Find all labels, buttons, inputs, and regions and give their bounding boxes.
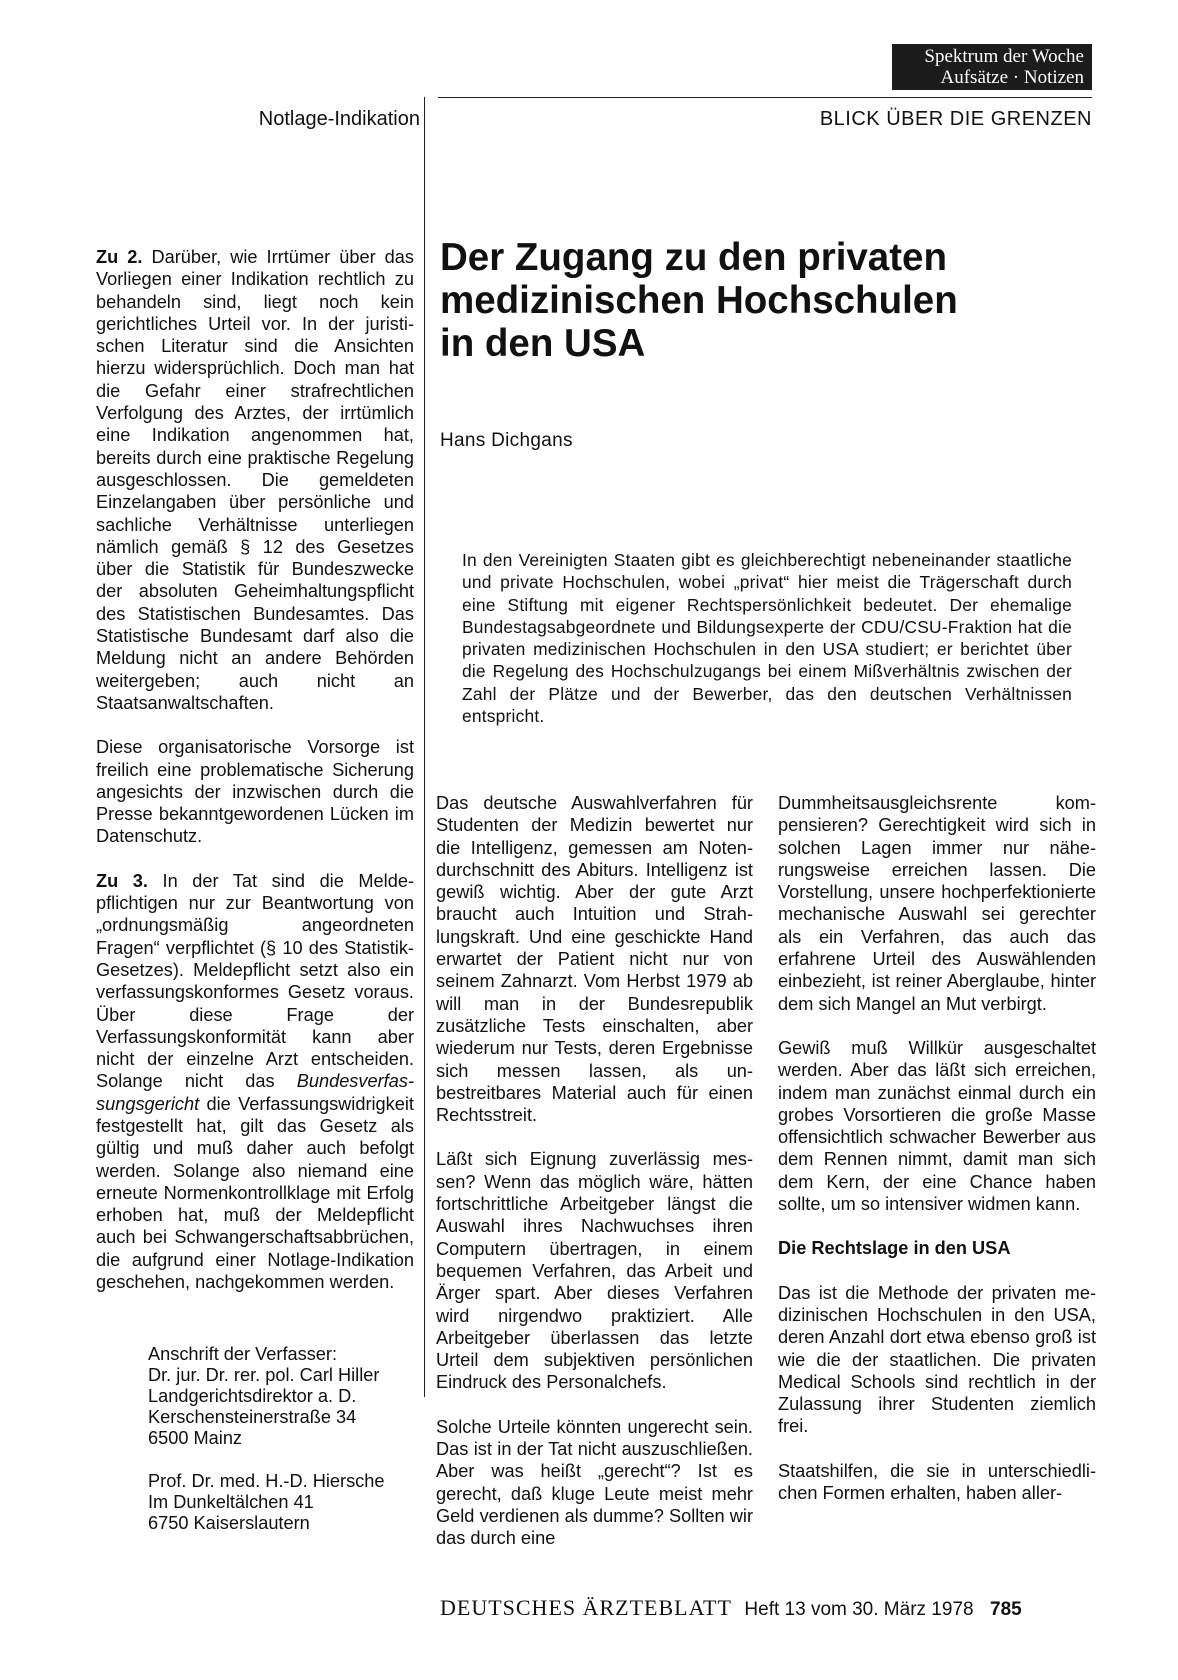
left-column [96,246,414,1293]
title-line: medizinischen Hochschulen [440,279,958,322]
subheading: Die Rechtslage in den USA [778,1238,1011,1259]
para-emphasis: Bundesverfassungsgericht [96,1071,414,1114]
address-2 [148,1471,418,1534]
middle-paragraph-1: Das deutsche Auswahlverfahren für Studenten der Medizin bewertet nur die Intelligenz, gemessen am Notendurchschnitt des Abiturs. Intelligenz ist gewiß wichtig. Aber der gute Arzt braucht auch Intuition und Strahlungskraft. Und eine geschickte Hand erwartet der Patient nicht nur von seinem Zahnarzt. Vom Herbst 1979 ab will man in der Bundesrepublik zusätzliche Tests einschalten, aber wiederum nur Tests, deren Ergebnisse sich messen lassen, als unbestreitbares Material auch für einen Rechtsstreit. [436,793,753,1126]
right-paragraph-1: Dummheitsausgleichsrente kompensieren? Gerechtigkeit wird sich in solchen Lagen immer nur näherungsweise erreichen lassen. Die Vorstellung, unsere hochperfektionierte mechanische Auswahl sei gerechter als ein Verfahren, das auch das erfahrene Urteil des Auswählenden einbezieht, ist reiner Aberglaube, hinter dem sich Mangel an Mut verbirgt. [778,793,1096,1014]
right-section-head: BLICK ÜBER DIE GRENZEN [819,108,1092,130]
address-line: Kerschensteinerstraße 34 [148,1407,357,1427]
title-line: in den USA [440,322,646,365]
section-badge [892,44,1092,90]
middle-column [436,792,753,1550]
top-rule [438,97,1092,98]
address-line: Landgerichtsdirektor a. D. [148,1386,357,1406]
left-paragraph-1 [96,246,414,714]
section-badge-line2: Aufsätze · Notizen [940,67,1084,88]
middle-paragraph-3: Solche Urteile könnten ungerecht sein. Das ist in der Tat nicht auszuschließen. Aber was heißt „gerecht“? Ist es gerecht, daß kluge Leute meist mehr Geld verdienen als dumme? Sollten wir das durch eine [436,1416,753,1549]
page-footer [440,1595,1090,1621]
address-1 [148,1344,418,1449]
right-paragraph-3: Das ist die Methode der privaten medizinischen Hochschulen in den USA, deren Anzahl dort etwa ebenso groß ist wie die der staatlichen. Die privaten Medical Schools sind rechtlich in der Zulassung ihrer Studenten ziemlich frei. [778,1282,1096,1437]
para-text: In der Tat sind die Meldepflichtigen nur zur Beantwortung von „ordnungsmäßig angeordneten Fragen“ verpflichtet (§ 10 des Statistik-Gesetzes). Meldepflicht setzt also ein verfassungskonformes Gesetz voraus. Über diese Frage der Verfassungskonformität kann aber nicht der einzelne Arzt entscheiden. Solange nicht das [96,870,414,1092]
address-line: Prof. Dr. med. H.-D. Hiersche [148,1471,385,1491]
left-paragraph-2: Diese organisatorische Vorsorge ist freilich eine problematische Sicherung angesichts der inzwischen durch die Presse bekanntgewordenen Lücken im Datenschutz. [96,737,414,847]
article-author: Hans Dichgans [440,430,573,451]
left-paragraph-3 [96,870,414,1294]
address-line: Im Dunkeltälchen 41 [148,1492,314,1512]
left-section-head: Notlage-Indikation [258,108,420,130]
para-text: Darüber, wie Irrtümer über das Vorliegen einer Indikation rechtlich zu behandeln sind, liegt noch kein gerichtliches Urteil vor. In der juristischen Literatur sind die Ansichten hierzu widersprüchlich. Doch man hat die Gefahr einer strafrechtlichen Verfolgung des Arztes, der irrtümlich eine Indikation angenommen hat, bereits durch eine praktische Regelung ausgeschlossen. Die gemeldeten Einzelangaben über persönliche und sachliche Verhältnisse unterliegen nämlich gemäß § 12 des Gesetzes über die Statistik für Bundeszwecke der absoluten Geheimhaltungspflicht des Statistischen Bundesamtes. Das Statistische Bundesamt darf also die Meldung nicht an andere Behörden weitergeben; auch nicht an Staatsanwaltschaften. [96,247,414,713]
para-label: Zu 2. [96,247,143,267]
page-number: 785 [990,1599,1022,1620]
article-abstract: In den Vereinigten Staaten gibt es gleichberechtigt nebeneinander staatliche und private Hochschulen, wobei „privat“ hier meist die Trägerschaft durch eine Stiftung mit eigener Rechtspersönlichkeit bedeutet. Der ehemalige Bundestagsabgeordnete und Bildungsexperte der CDU/CSU-Fraktion hat die privaten medizinischen Hochschulen in den USA studiert; er berichtet über die Regelung des Hochschulzugangs bei einem Mißverhältnis zwischen der Zahl der Plätze und der Bewerber, das den deutschen Verhältnissen entspricht. [462,550,1072,727]
address-line: 6750 Kaiserslautern [148,1513,310,1533]
right-column [778,792,1096,1504]
address-line: 6500 Mainz [148,1428,243,1448]
section-badge-line1: Spektrum der Woche [924,46,1084,67]
author-addresses [148,1344,418,1556]
column-rule [424,97,425,1397]
right-paragraph-4: Staatshilfen, die sie in unterschiedlichen Formen erhalten, haben aller- [778,1460,1096,1504]
journal-name: DEUTSCHES ÄRZTEBLATT [440,1595,732,1620]
article-title [440,236,1060,365]
title-line: Der Zugang zu den privaten [440,236,947,279]
middle-paragraph-2: Läßt sich Eignung zuverlässig messen? Wenn das möglich wäre, hätten fortschrittliche Arbeitgeber längst die Auswahl ihres Nachwuchses ihren Computern übertragen, in einem bequemen Verfahren, das Arbeit und Ärger spart. Aber dieses Verfahren wird nirgendwo praktiziert. Alle Arbeitgeber überlassen das letzte Urteil dem subjektiven persönlichen Eindruck des Personalchefs. [436,1149,753,1393]
para-text: die Verfassungswidrigkeit festgestellt hat, gilt das Gesetz als gültig und muß daher auch befolgt werden. Solange also niemand eine erneute Normenkontrollklage mit Erfolg erhoben hat, muß der Meldepflicht auch bei Schwangerschaftsabbrüchen, die aufgrund einer Notlage-Indikation geschehen, nachgekommen werden. [96,1093,414,1293]
right-paragraph-2: Gewiß muß Willkür ausgeschaltet werden. Aber das läßt sich erreichen, indem man zunächst einmal durch ein grobes Vorsortieren die große Masse offensichtlich schwacher Bewerber aus dem Rennen nimmt, damit man sich dem Kern, der eine Chance haben sollte, um so intensiver widmen kann. [778,1037,1096,1215]
issue-info: Heft 13 vom 30. März 1978 [744,1599,974,1620]
para-label: Zu 3. [96,870,148,891]
address-line: Anschrift der Verfasser: [148,1344,338,1364]
address-line: Dr. jur. Dr. rer. pol. Carl Hiller [148,1365,380,1385]
